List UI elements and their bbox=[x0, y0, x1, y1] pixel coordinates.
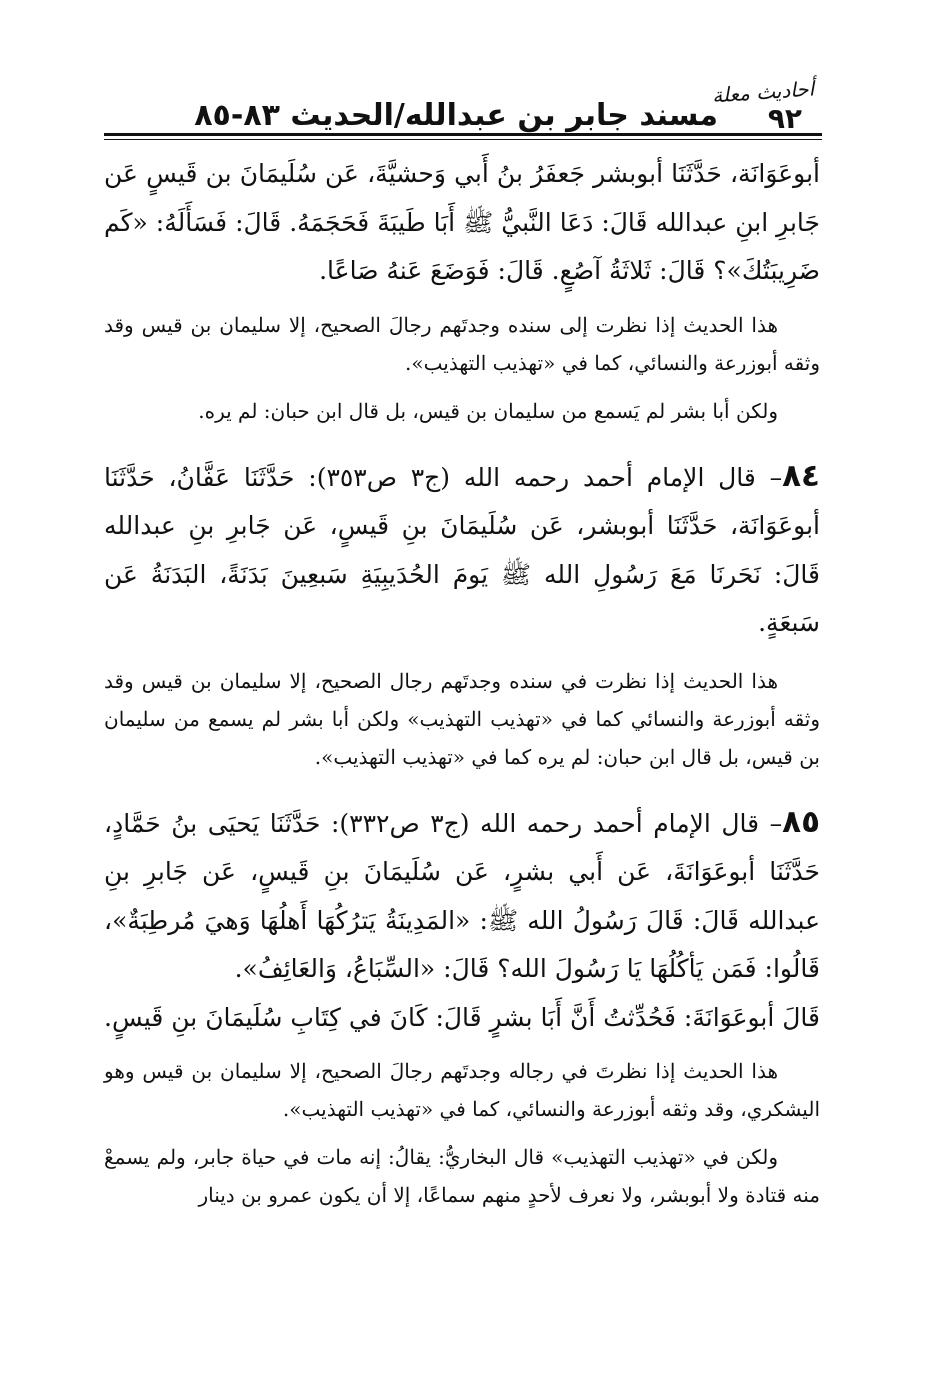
page-header bbox=[104, 76, 822, 140]
hadith-text: – قال الإمام أحمد رحمه الله (ج٣ ص٣٣٢): حَدَّثَنَا يَحيَى بنُ حَمَّادٍ، حَدَّثَنَا أبوعَوَانَةَ، عَن أَبي بشرٍ، عَن سُلَيمَانَ بنِ قَيسٍ، عَن جَابرِ بنِ عبدالله قَالَ: قَالَ رَسُولُ الله ﷺ: «المَدِينَةُ يَترُكُهَا أَهلُهَا وَهيَ مُرطِبَةٌ»، قَالُوا: فَمَن يَأكُلُهَا يَا رَسُولَ الله؟ قَالَ: «السِّبَاعُ، وَالعَائِفُ». bbox=[104, 808, 820, 983]
hadith-text: – قال الإمام أحمد رحمه الله (ج٣ ص٣٥٣): حَدَّثَنَا عَفَّانُ، حَدَّثَنَا أبوعَوَانَة، حَدَّثَنَا أبوبشر، عَن سُلَيمَانَ بنِ قَيسٍ، عَن جَابرِ بنِ عبدالله قَالَ: نَحَرنَا مَعَ رَسُولِ الله ﷺ يَومَ الحُدَيبِيَةِ سَبعِينَ بَدَنَةً، البَدَنَةُ عَن سَبعَةٍ. bbox=[104, 462, 820, 637]
header-rule bbox=[104, 133, 822, 136]
running-title: مسند جابر بن عبدالله/الحديث ٨٣-٨٥ bbox=[194, 98, 718, 133]
page-number: ٩٢ bbox=[767, 102, 802, 135]
hadith-text: أبوعَوَانَة، حَدَّثَنَا أبوبشر جَعفَرُ بنُ أَبي وَحشيَّةَ، عَن سُلَيمَانَ بن قَيسٍ عَن جَابرِ ابنِ عبدالله قَالَ: دَعَا النَّبيُّ ﷺ أَبَا طَيبَةَ فَحَجَمَهُ. قَالَ: فَسَأَلَهُ: «كَم ضَرِيبَتُكَ»؟ قَالَ: ثَلاثَةُ آصُعٍ. قَالَ: فَوَضَعَ عَنهُ صَاعًا. bbox=[104, 159, 820, 285]
commentary-paragraph: هذا الحديث إذا نظرتَ في رجاله وجدتَهم رجالَ الصحيح، إلا سليمان بن قيس وهو اليشكري، وقد وثقه أبوزرعة والنسائي، كما في «تهذيب التهذيب». bbox=[104, 1059, 820, 1121]
hadith-85 bbox=[104, 798, 820, 994]
hadith-number: ٨٤ bbox=[782, 457, 820, 494]
commentary-paragraph: ولكن أبا بشر لم يَسمع من سليمان بن قيس، بل قال ابن حبان: لم يره. bbox=[198, 398, 778, 423]
commentary-paragraph: هذا الحديث إذا نظرت إلى سنده وجدتَهم رجالَ الصحيح، إلا سليمان بن قيس وقد وثقه أبوزرعة والنسائي، كما في «تهذيب التهذيب». bbox=[104, 312, 820, 375]
header-rule-thin bbox=[104, 139, 822, 140]
hadith-text: قَالَ أبوعَوَانَةَ: فَحُدِّثتُ أَنَّ أَبَا بشرٍ قَالَ: كَانَ في كِتَابِ سُلَيمَانَ بنِ قَيسٍ. bbox=[104, 1002, 820, 1032]
handwritten-note: أحاديث معلة bbox=[711, 76, 815, 108]
hadith-84 bbox=[104, 452, 820, 648]
hadith-number: ٨٥ bbox=[782, 803, 820, 840]
commentary-paragraph: هذا الحديث إذا نظرت في سنده وجدتَهم رجال الصحيح، إلا سليمان بن قيس وقد وثقه أبوزرعة والنسائي كما في «تهذيب التهذيب» ولكن أبا بشر لم يسمع من سليمان بن قيس، بل قال ابن حبان: لم يره كما في «تهذيب التهذيب». bbox=[104, 668, 820, 769]
page-body bbox=[104, 150, 820, 1214]
commentary-paragraph: ولكن في «تهذيب التهذيب» قال البخاريُّ: يقالُ: إنه مات في حياة جابر، ولم يسمعْ منه قتادة ولا أبوبشر، ولا نعرف لأحدٍ منهم سماعًا، إلا أن يكون عمرو بن دينار bbox=[104, 1145, 820, 1207]
